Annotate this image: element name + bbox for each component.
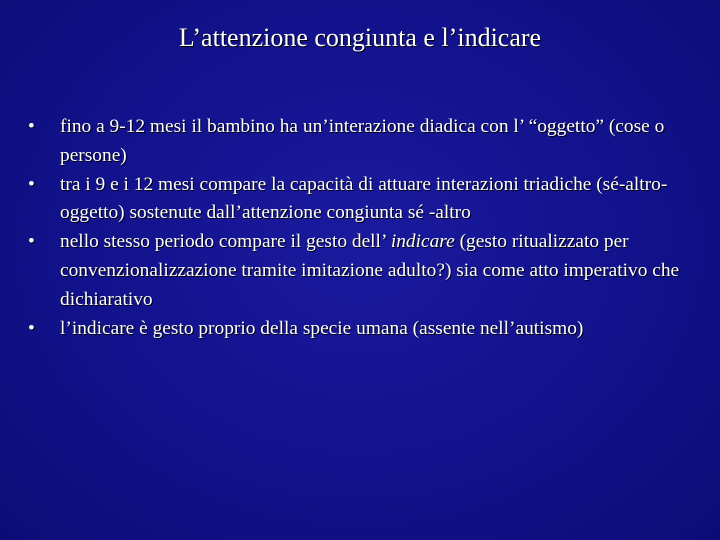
bullet-item — [28, 315, 700, 344]
bullet-icon: • — [28, 173, 35, 195]
bullet-item — [28, 171, 700, 229]
bullet-text-after: (gesto ritualizzato per convenzionalizzazione tramite imitazione adulto?) sia come atto imperativo che dichiarativo — [60, 231, 680, 310]
bullet-text: fino a 9-12 mesi il bambino ha un’interazione diadica con l’ “oggetto” (cose o persone) — [60, 116, 665, 166]
bullet-text — [60, 231, 679, 310]
bullet-icon: • — [28, 116, 35, 137]
bullet-text-before: nello stesso periodo compare il gesto dell’ — [60, 231, 391, 253]
bullet-item — [28, 113, 700, 171]
slide-title: L’attenzione congiunta e l’indicare — [178, 23, 542, 52]
bullet-icon: • — [28, 231, 35, 253]
bullet-text: tra i 9 e i 12 mesi compare la capacità di attuare interazioni triadiche (sé-altro-oggetto) sostenute dall’attenzione congiunta sé -altro — [60, 173, 668, 224]
emphasized-term: indicare — [390, 231, 455, 253]
bullet-icon: • — [28, 317, 35, 339]
bullet-item — [28, 228, 700, 314]
bullet-text: l’indicare è gesto proprio della specie umana (assente nell’autismo) — [60, 317, 584, 339]
bullet-list — [28, 113, 700, 343]
